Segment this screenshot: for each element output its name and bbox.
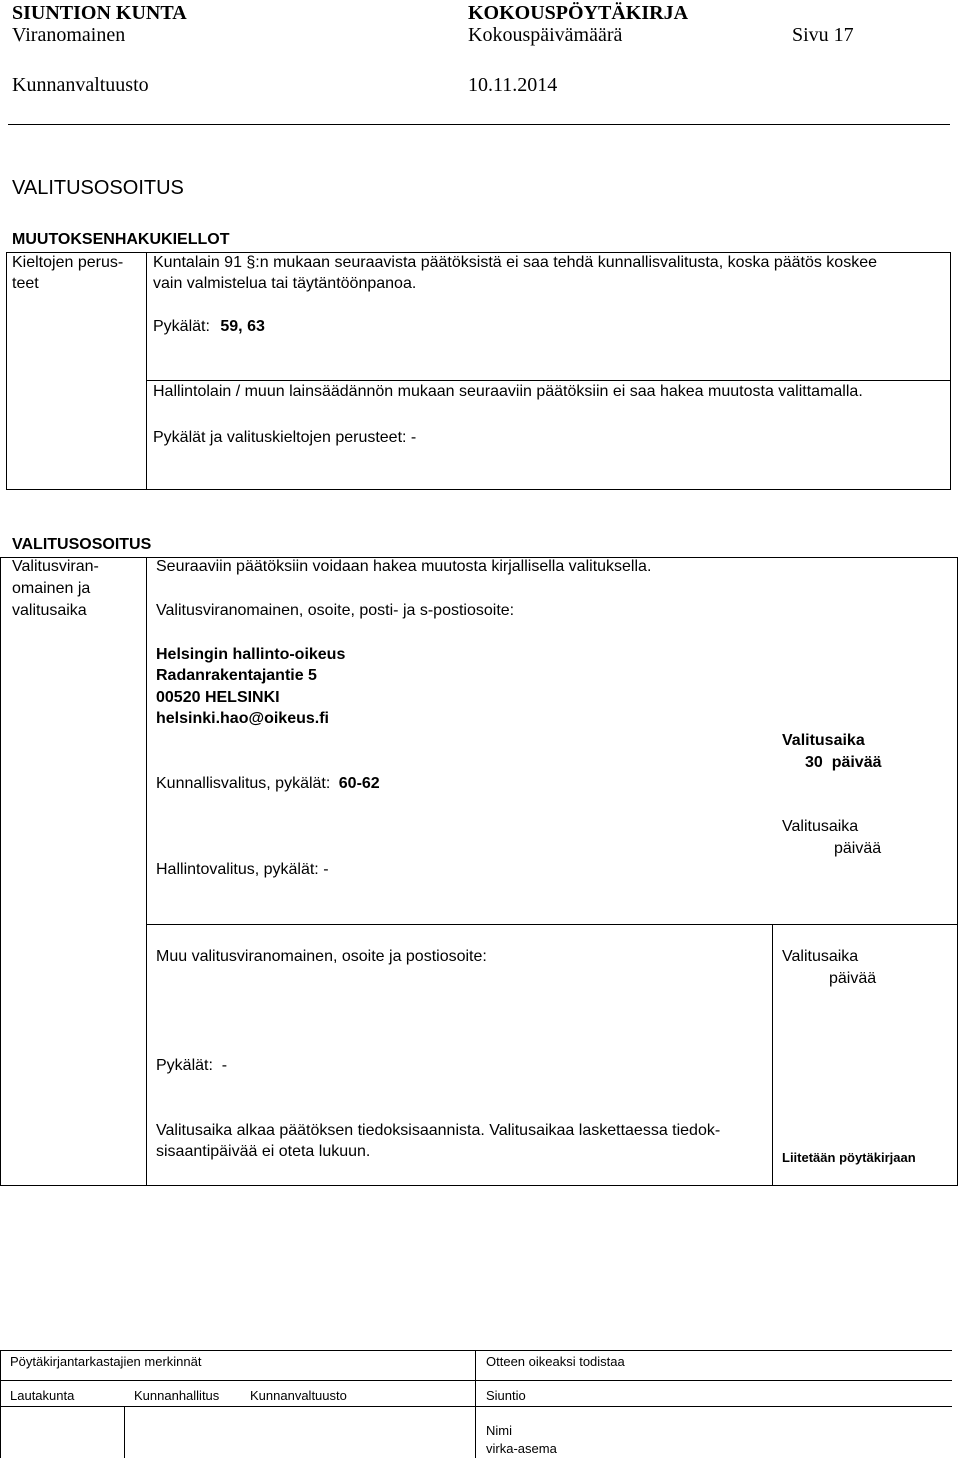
other-authority: Muu valitusviranomainen, osoite ja postiosoite: [156, 948, 487, 965]
authority-label: Viranomainen [12, 24, 126, 46]
restrictions-text-2: vain valmistelua tai täytäntöönpanoa. [153, 275, 417, 292]
footer-name: Nimi [486, 1423, 512, 1438]
document-type: KOKOUSPÖYTÄKIRJA [468, 2, 689, 24]
court-name: Helsingin hallinto-oikeus [156, 646, 346, 663]
restrictions-label-1: Kieltojen perus- [12, 254, 124, 271]
header-divider [8, 124, 950, 125]
page-title: VALITUSOSOITUS [12, 177, 184, 199]
appeal-period-3-label: Valitusaika [782, 948, 859, 965]
attached-to-minutes: Liitetään pöytäkirjaan [782, 1150, 916, 1165]
appeal-intro: Seuraaviin päätöksiin voidaan hakea muutosta kirjallisella valituksella. [156, 558, 652, 575]
court-postal: 00520 HELSINKI [156, 689, 280, 706]
restrictions-sections [153, 318, 265, 336]
restrictions-sections-label: Pykälät: [153, 318, 210, 335]
municipal-appeal [156, 775, 380, 793]
appeal-note-2: sisaantipäivää ei oteta lukuun. [156, 1143, 371, 1160]
appeal-label-3: valitusaika [12, 602, 87, 619]
footer-gov: Kunnanhallitus [134, 1388, 220, 1403]
municipal-appeal-label: Kunnallisvalitus, pykälät: [156, 775, 331, 792]
footer-checkers: Pöytäkirjantarkastajien merkinnät [10, 1354, 202, 1369]
authority-name: Kunnanvaltuusto [12, 74, 149, 96]
appeal-note-1: Valitusaika alkaa päätöksen tiedoksisaannista. Valitusaikaa laskettaessa tiedok- [156, 1122, 721, 1139]
page-number: Sivu 17 [792, 24, 854, 46]
municipality-name: SIUNTION KUNTA [12, 2, 187, 24]
court-email[interactable]: helsinki.hao@oikeus.fi [156, 710, 329, 727]
appeal-period-3-value: päivää [829, 970, 877, 987]
footer-copy-cert: Otteen oikeaksi todistaa [486, 1354, 625, 1369]
appeal-address-label: Valitusviranomainen, osoite, posti- ja s-postiosoite: [156, 602, 515, 619]
admin-restriction-text: Hallintolain / muun lainsäädännön mukaan seuraaviin päätöksiin ei saa hakea muutosta valittamalla. [153, 383, 863, 400]
appeal-period-1-value: 30 päivää [805, 754, 882, 771]
footer-council: Kunnanvaltuusto [250, 1388, 347, 1403]
meeting-date: 10.11.2014 [468, 74, 558, 96]
restrictions-text-1: Kuntalain 91 §:n mukaan seuraavista päätöksistä ei saa tehdä kunnallisvalitusta, koska päätös koskee [153, 254, 877, 271]
restrictions-heading: MUUTOKSENHAKUKIELLOT [12, 231, 230, 248]
appeal-period-1-label: Valitusaika [782, 732, 865, 749]
other-sections: Pykälät: - [156, 1057, 228, 1074]
admin-restriction-sections: Pykälät ja valituskieltojen perusteet: - [153, 429, 417, 446]
restrictions-label-2: teet [12, 275, 39, 292]
admin-appeal: Hallintovalitus, pykälät: - [156, 861, 329, 878]
appeal-label-2: omainen ja [12, 580, 91, 597]
appeal-heading: VALITUSOSOITUS [12, 536, 152, 553]
footer-board: Lautakunta [10, 1388, 75, 1403]
appeal-label-1: Valitusviran- [12, 558, 99, 575]
municipal-appeal-sections: 60-62 [338, 775, 380, 792]
footer-place: Siuntio [486, 1388, 526, 1403]
court-street: Radanrakentajantie 5 [156, 667, 317, 684]
meeting-date-label: Kokouspäivämäärä [468, 24, 623, 46]
appeal-period-2-value: päivää [834, 840, 882, 857]
restrictions-sections-value: 59, 63 [220, 318, 265, 335]
footer-position: virka-asema [486, 1441, 557, 1456]
appeal-period-2-label: Valitusaika [782, 818, 859, 835]
